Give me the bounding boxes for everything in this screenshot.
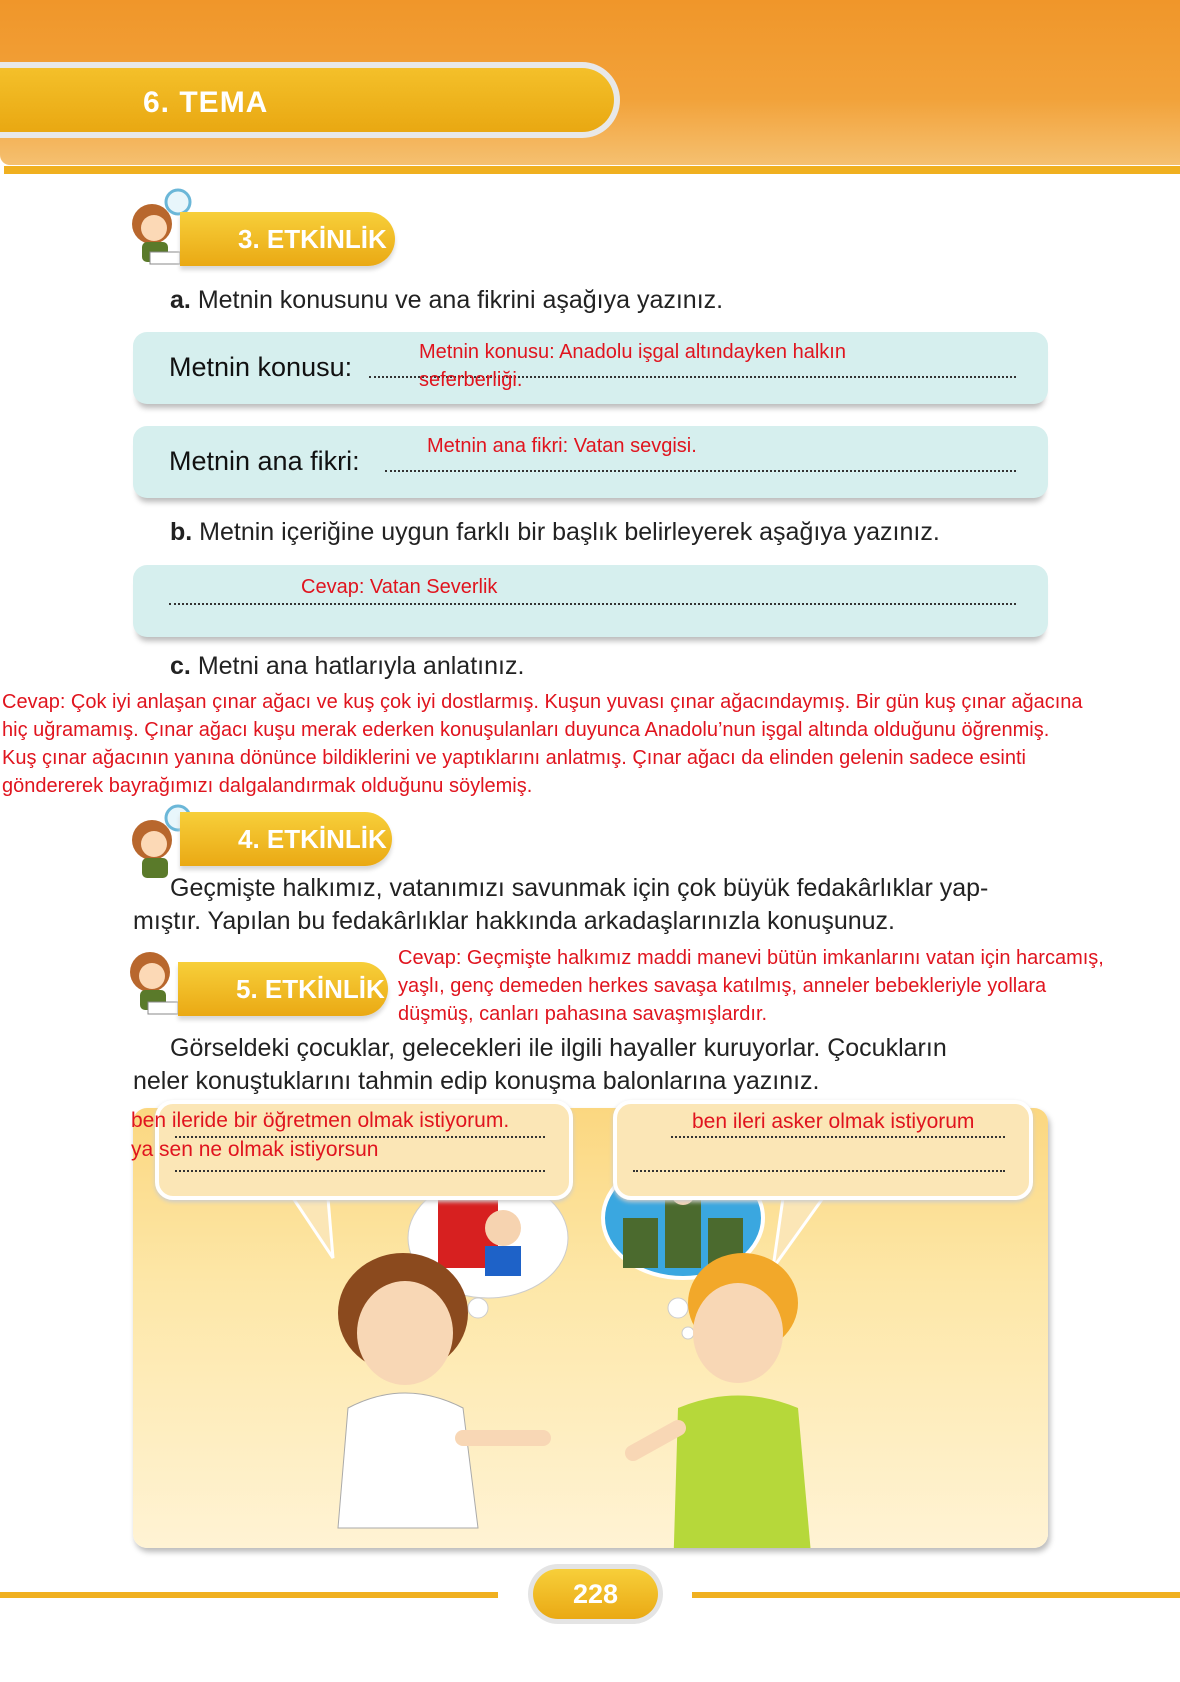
answer-line — [169, 603, 1016, 605]
divider — [4, 166, 1180, 174]
answer-line-text: göndererek bayrağımızı dalgalandırmak olduğunu söylemiş. — [2, 775, 533, 797]
page-number-badge — [528, 1564, 663, 1624]
activity-3-badge: 3. ETKİNLİK — [180, 212, 395, 266]
activity-4-text — [133, 872, 1053, 938]
paragraph-line: mıştır. Yapılan bu fedakârlıklar hakkında arkadaşlarınızla konuşunuz. — [133, 907, 895, 935]
activity-5-text — [133, 1032, 1053, 1098]
question-b — [170, 518, 940, 547]
answer-line — [633, 1170, 1005, 1172]
question-text: Metni ana hatlarıyla anlatınız. — [197, 652, 525, 680]
topic-label: Metnin konusu: — [169, 352, 353, 382]
activity-4-badge: 4. ETKİNLİK — [180, 812, 392, 866]
answer-line-text: yaşlı, genç demeden herkes savaşa katılmış, anneler bebekleriyle yollara — [398, 975, 1047, 997]
title-box — [133, 565, 1048, 637]
main-idea-box — [133, 426, 1048, 498]
answer-line-text: Cevap: Geçmişte halkımız maddi manevi bütün imkanlarını vatan için harcamış, — [398, 947, 1104, 969]
main-idea-label: Metnin ana fikri: — [169, 446, 360, 476]
question-text: Metnin içeriğine uygun farklı bir başlık belirleyerek aşağıya yazınız. — [199, 518, 940, 546]
question-letter: b. — [170, 518, 193, 546]
bubble-tail-left — [293, 1198, 333, 1258]
question-letter: c. — [170, 652, 191, 680]
theme-banner — [0, 62, 620, 138]
answer-line — [385, 470, 1016, 472]
topic-box — [133, 332, 1048, 404]
page-number: 228 — [533, 1569, 658, 1619]
speech-bubble-right[interactable] — [613, 1100, 1033, 1200]
answer-line-text: Cevap: Çok iyi anlaşan çınar ağacı ve kuş çok iyi dostlarmış. Kuşun yuvası çınar ağacındaymış. Bir gün kuş çınar ağacına — [2, 691, 1083, 713]
question-letter: a. — [170, 286, 191, 314]
answer-line-text: hiç uğramamış. Çınar ağacı kuşu merak ederken konuşulanları duyunca Anadolu’nun işgal altında olduğunu öğrenmiş. — [2, 719, 1050, 741]
topic-answer[interactable]: Metnin konusu: Anadolu işgal altındayken halkın seferberliği. — [419, 341, 846, 391]
question-text: Metnin konusunu ve ana fikrini aşağıya yazınız. — [197, 286, 724, 314]
activity-4-answer[interactable] — [398, 944, 1104, 1028]
answer-line — [671, 1136, 1005, 1138]
activity-5-badge: 5. ETKİNLİK — [178, 962, 388, 1016]
main-idea-answer[interactable]: Metnin ana fikri: Vatan sevgisi. — [427, 435, 697, 457]
paragraph-line: Görseldeki çocuklar, gelecekleri ile ilgili hayaller kuruyorlar. Çocukların — [170, 1034, 947, 1062]
summary-answer[interactable] — [2, 688, 1180, 800]
answer-line-text: ben ileride bir öğretmen olmak istiyorum. — [131, 1109, 510, 1132]
answer-line-text: Kuş çınar ağacının yanına dönünce bildiklerini ve yaptıklarını anlatmış. Çınar ağacı da elinden gelenin sadece esinti — [2, 747, 1026, 769]
right-bubble-answer[interactable]: ben ileri asker olmak istiyorum — [692, 1110, 975, 1133]
answer-line — [175, 1170, 545, 1172]
footer-line — [0, 1592, 498, 1598]
title-answer[interactable]: Cevap: Vatan Severlik — [301, 576, 498, 598]
boy-character-icon — [633, 1253, 813, 1548]
footer-line — [692, 1592, 1180, 1598]
bubble-tail-right — [773, 1198, 823, 1268]
left-bubble-answer[interactable] — [131, 1106, 509, 1164]
answer-line-text: düşmüş, canları pahasına savaşmışlardır. — [398, 1003, 768, 1025]
paragraph-line: Geçmişte halkımız, vatanımızı savunmak için çok büyük fedakârlıklar yap- — [170, 874, 989, 902]
question-c — [170, 652, 524, 681]
answer-line-text: ya sen ne olmak istiyorsun — [131, 1138, 379, 1161]
paragraph-line: neler konuştuklarını tahmin edip konuşma balonlarına yazınız. — [133, 1067, 820, 1095]
question-a — [170, 286, 723, 315]
theme-title: 6. TEMA — [143, 86, 269, 119]
